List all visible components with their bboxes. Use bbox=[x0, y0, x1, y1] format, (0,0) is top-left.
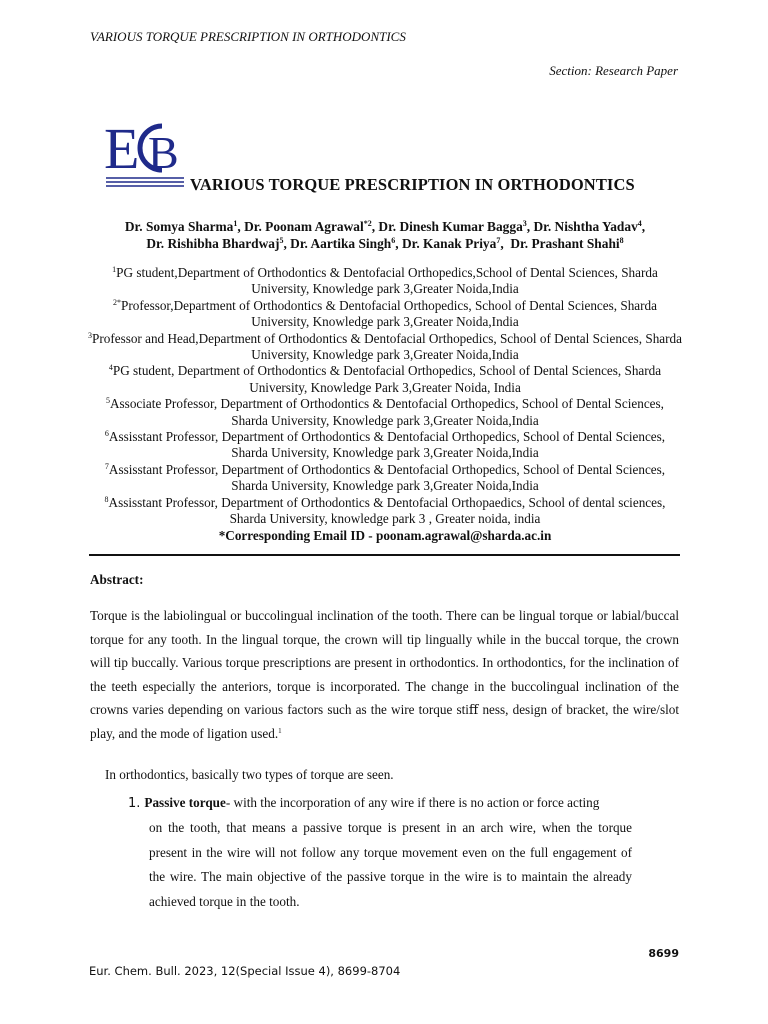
page-number: 8699 bbox=[648, 947, 679, 960]
affiliation: $^1$PG student,Department of Orthodontics & Dentofacial Orthopedics,School of Dental Sciences, Sharda University, Knowledge park 3,Greater Noida,India bbox=[112, 265, 658, 297]
list-continuation: on the tooth, that means a passive torque is present in an arch wire, when the torque present in the wire will not follow any torque movement even on the full engagement of the wire. The main objective of the passive torque in the wire is to maintain the already achieved torque in the tooth. bbox=[149, 820, 632, 909]
affiliation: $^{2*}$Professor,Department of Orthodontics & Dentofacial Orthopedics, School of Dental Sciences, Sharda University, Knowledge park 3,Greater Noida,India bbox=[113, 297, 657, 330]
journal-logo bbox=[104, 112, 186, 195]
ecb-logo-icon bbox=[104, 112, 186, 190]
author: Dr. Kanak Priya$^7$ bbox=[401, 236, 501, 251]
header-divider bbox=[89, 554, 680, 556]
affiliation: $^6$Assisstant Professor, Department of Orthodontics & Dentofacial Orthopedics, School of Dental Sciences, Sharda University, Knowledge park 3,Greater Noida,India bbox=[104, 429, 666, 461]
author-list: Dr. Somya Sharma$^1$, Dr. Poonam Agrawal$^{*2}$, Dr. Dinesh Kumar Bagga$^3$, Dr. Nishtha Yadav$^4$, Dr. Rishibha Bhardwaj$^5$, Dr. Aartika Singh$^6$, Dr. Kanak Priya$^7$, Dr. Prashant Shahi$^8$ bbox=[124, 219, 646, 251]
affiliation: $^3$Professor and Head,Department of Orthodontics & Dentofacial Orthopedics, School of Dental Sciences, Sharda University, Knowledge park 3,Greater Noida,India bbox=[88, 330, 682, 363]
author: Dr. Somya Sharma$^1$ bbox=[124, 219, 238, 234]
list-lead: Passive torque bbox=[144, 795, 226, 810]
corresponding-email: *Corresponding Email ID - poonam.agrawal@sharda.ac.in bbox=[218, 527, 552, 543]
svg-text:B: B bbox=[148, 127, 179, 178]
affiliation: $^8$Assisstant Professor, Department of Orthodontics & Dentofacial Orthopaedics, School of dental sciences, Sharda University, knowledge park 3 , Greater noida, india bbox=[104, 494, 666, 527]
affiliation: $^5$Associate Professor, Department of Orthodontics & Dentofacial Orthopedics, School of Dental Sciences, Sharda University, Knowledge park 3,Greater Noida,India bbox=[106, 396, 664, 428]
citation-ref: 1 bbox=[278, 726, 282, 735]
author: Dr. Aartika Singh$^6$ bbox=[290, 236, 396, 251]
affiliation: $^4$PG student, Department of Orthodontics & Dentofacial Orthopedics, School of Dental Sciences, Sharda University, Knowledge Park 3,Greater Noida, India bbox=[108, 363, 662, 395]
affiliation-list bbox=[88, 265, 682, 544]
author: Dr. Rishibha Bhardwaj$^5$ bbox=[146, 236, 284, 251]
intro-paragraph: In orthodontics, basically two types of torque are seen. bbox=[105, 767, 394, 782]
list-number: 1. bbox=[128, 796, 141, 811]
author: Dr. Nishtha Yadav$^4$ bbox=[533, 219, 642, 234]
author: Dr. Prashant Shahi$^8$ bbox=[510, 236, 624, 251]
list-item: 1. Passive torque- with the incorporation of any wire if there is no action or force acting on the tooth, that means a passive torque is present in an arch wire, when the torque present in the wire will not follow any torque movement even on the full engagement of the wire. The main objective of the passive torque in the wire is to maintain the already achieved torque in the tooth. bbox=[128, 791, 632, 914]
running-head: VARIOUS TORQUE PRESCRIPTION IN ORTHODONTICS bbox=[90, 29, 406, 44]
svg-text:E: E bbox=[104, 116, 140, 181]
author: Dr. Poonam Agrawal$^{*2}$ bbox=[244, 219, 372, 234]
abstract-heading: Abstract: bbox=[90, 572, 144, 587]
abstract-body: Torque is the labiolingual or buccolingual inclination of the tooth. There can be lingual torque or labial/buccal torque for any tooth. In the lingual torque, the crown will tip lingually while in the buccal torque, the crown will tip buccally. Various torque prescriptions are present in orthodontics. In orthodontics, for the inclination of the teeth especially the anteriors, torque is incorporated. The change in the buccolingual inclination of the crowns varies depending on various factors such as the wire torque stiﬀ ness, design of bracket, the wire/slot play, and the mode of ligation used.$^1$ bbox=[90, 608, 679, 741]
paper-title: VARIOUS TORQUE PRESCRIPTION IN ORTHODONTICS bbox=[190, 175, 635, 194]
journal-citation: Eur. Chem. Bull. 2023, 12(Special Issue 4), 8699-8704 bbox=[89, 964, 401, 978]
section-tag: Section: Research Paper bbox=[549, 63, 678, 78]
affiliation: $^7$Assisstant Professor, Department of Orthodontics & Dentofacial Orthopedics, School of Dental Sciences, Sharda University, Knowledge park 3,Greater Noida,India bbox=[104, 461, 666, 494]
author: Dr. Dinesh Kumar Bagga$^3$ bbox=[378, 219, 527, 234]
